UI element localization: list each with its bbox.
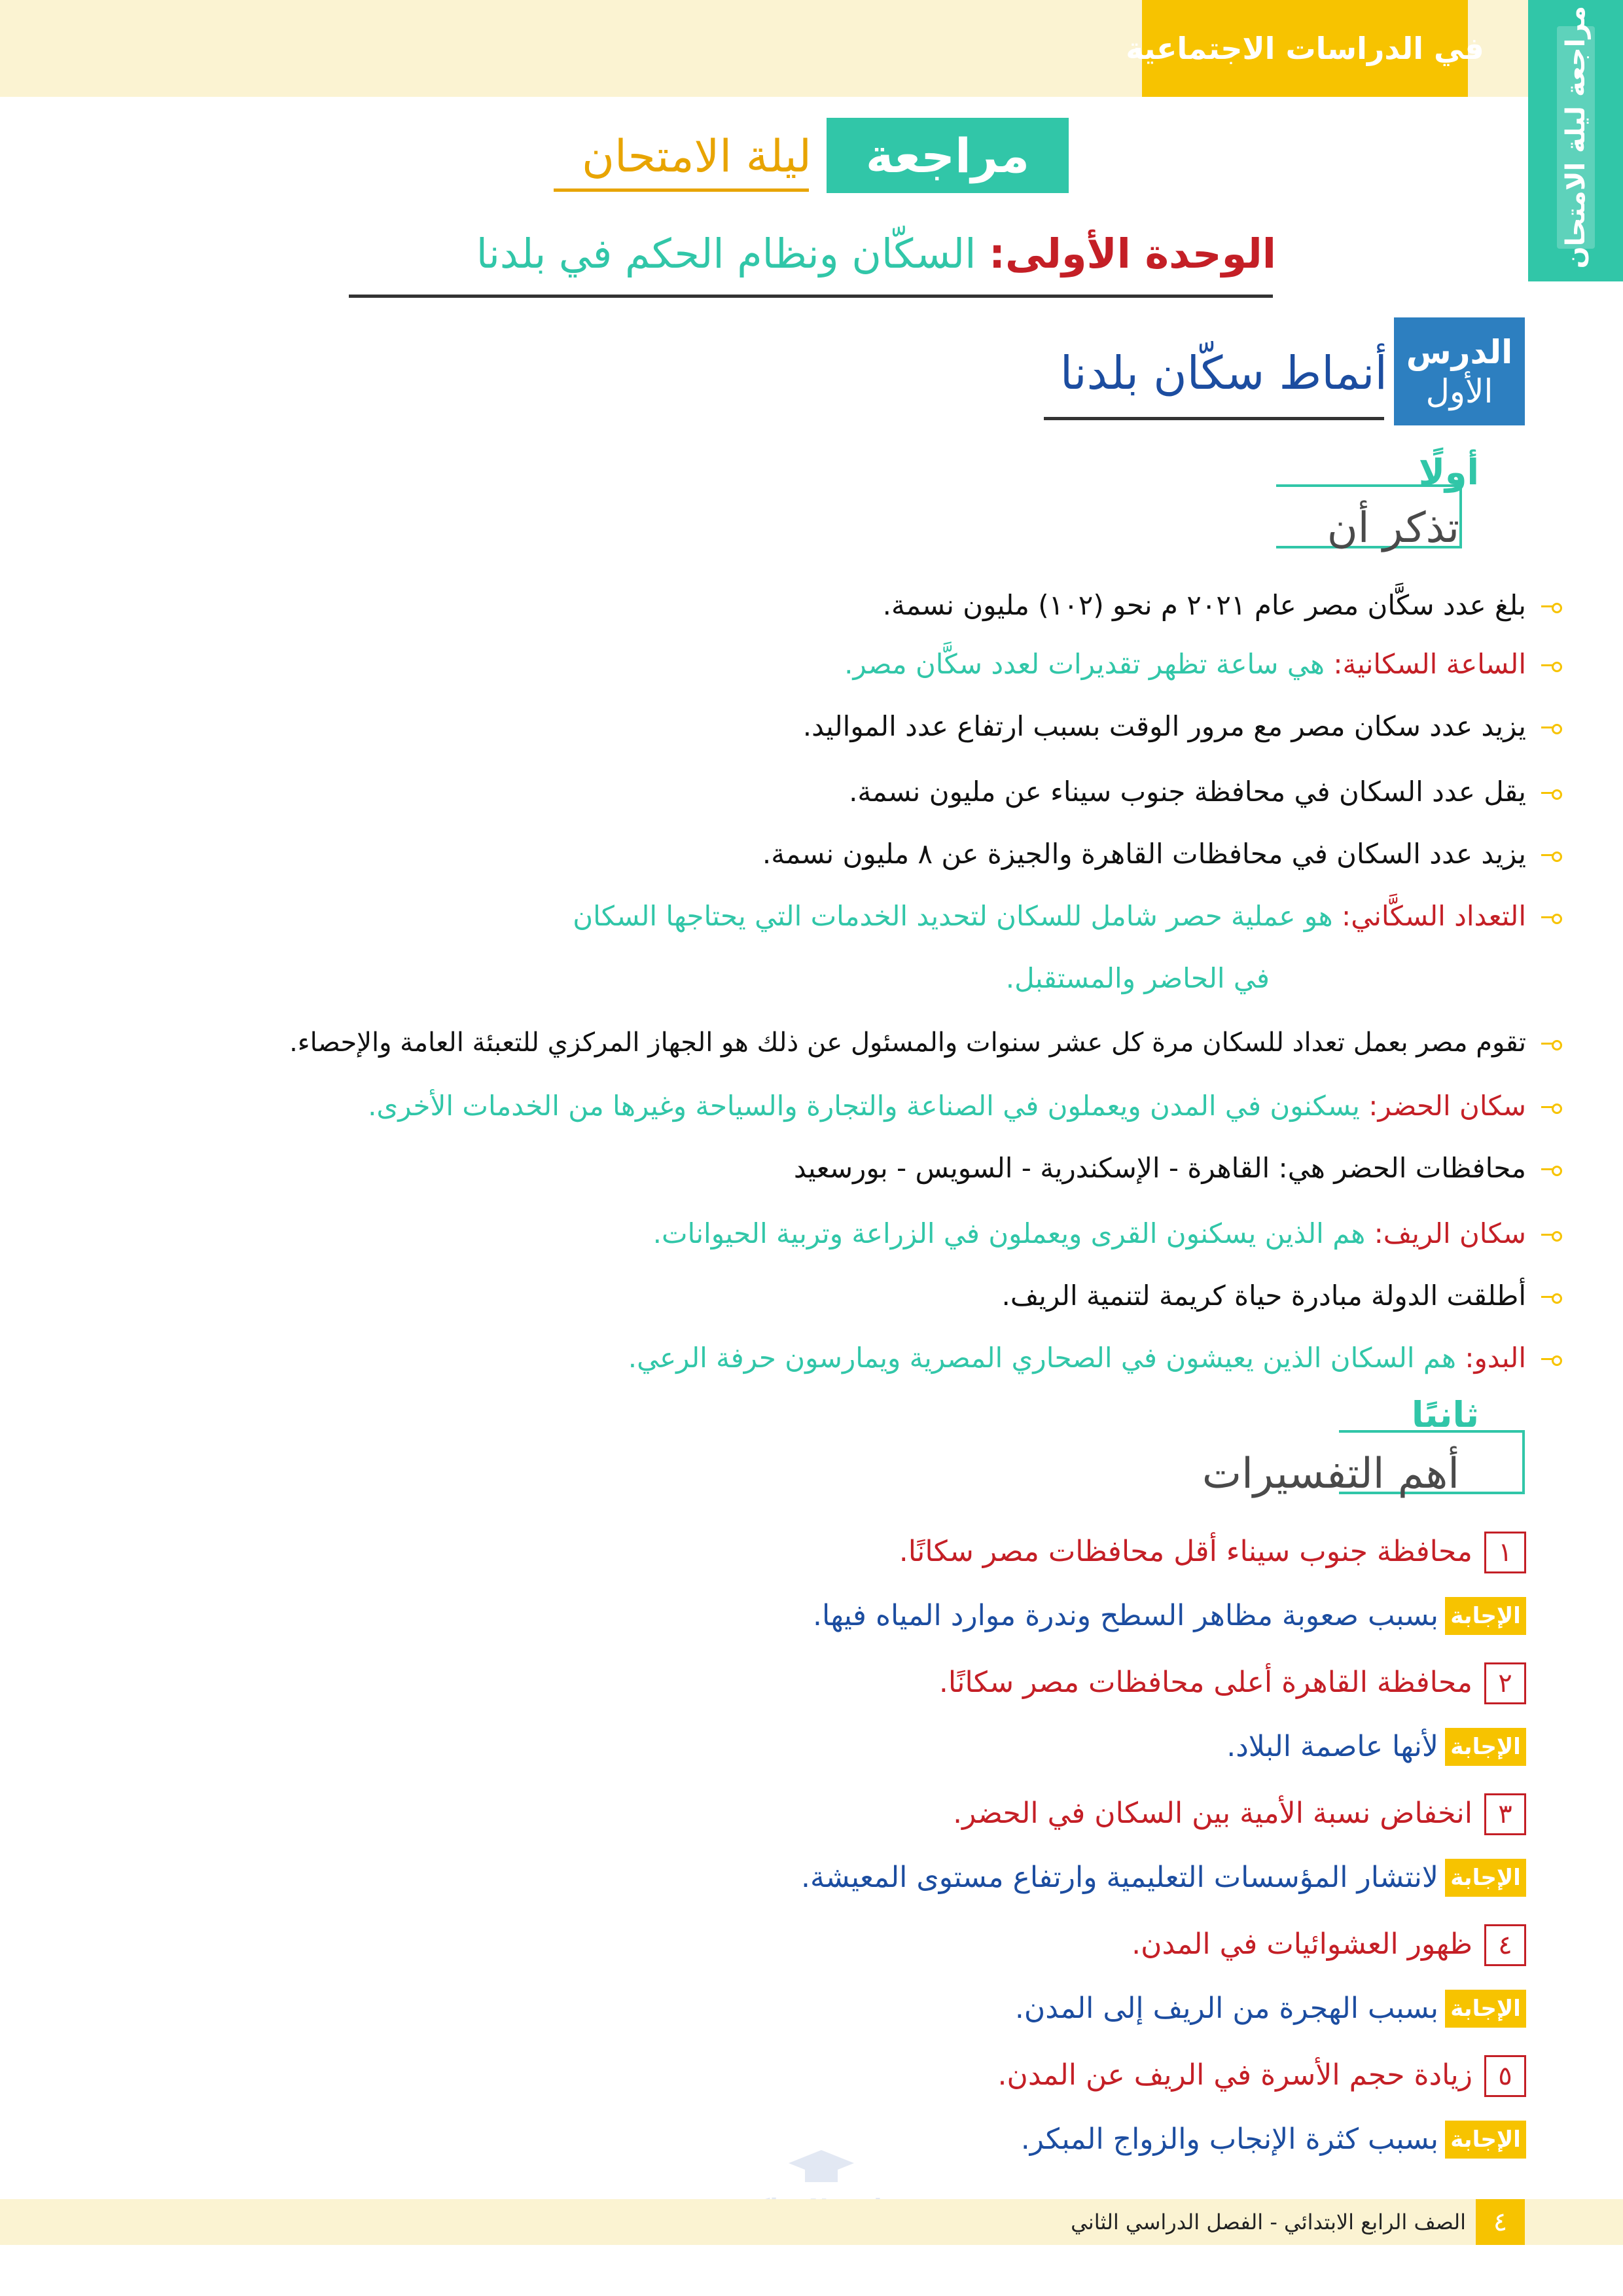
question-text: ظهور العشوائيات في المدن. [1132, 1928, 1472, 1961]
bullet-definition: هو عملية حصر شامل للسكان لتحديد الخدمات التي يحتاجها السكان [573, 900, 1333, 932]
question-text: انخفاض نسبة الأمية بين السكان في الحضر. [953, 1797, 1472, 1830]
bullet-text: يزيد عدد سكان مصر مع مرور الوقت بسبب ارتفاع عدد المواليد. [802, 710, 1526, 742]
bullet-text: بلغ عدد سكَّان مصر عام ٢٠٢١ م نحو (١٠٢) مليون نسمة. [882, 589, 1526, 621]
bullet-continuation [1006, 959, 1270, 998]
bullet-term: التعداد السكَّاني: [1342, 900, 1526, 932]
section-title: تذكر أن [1327, 504, 1459, 552]
unit-title: السكّان ونظام الحكم في بلدنا [476, 230, 976, 278]
bullet-text: يزيد عدد السكان في محافظات القاهرة والجيزة عن ٨ مليون نسمة. [762, 838, 1526, 870]
bullet-term: سكان الحضر: [1368, 1090, 1526, 1122]
question-number: ٣ [1484, 1793, 1526, 1835]
title-text: ليلة الامتحان [582, 131, 812, 183]
question-number: ١ [1484, 1532, 1526, 1573]
bullet-item [794, 1149, 1526, 1188]
bullet-item [762, 834, 1526, 874]
section-title: أهم التفسيرات [1202, 1450, 1459, 1498]
page-number: ٤ [1476, 2199, 1525, 2245]
section-number: ثانيًا [1411, 1394, 1479, 1435]
bullet-term: البدو: [1465, 1342, 1526, 1374]
answer-label: الإجابة [1445, 1597, 1526, 1635]
bullet-icon [1543, 849, 1562, 859]
bullet-definition: هم الذين يسكنون القرى ويعملون في الزراعة وتربية الحيوانات. [652, 1217, 1366, 1249]
lesson-title: أنماط سكّان بلدنا [1060, 346, 1387, 400]
explanations-list [0, 1505, 1623, 2173]
bullet-term: الساعة السكانية: [1333, 648, 1526, 680]
lesson-number: الأول [1425, 372, 1493, 410]
bullet-item [1001, 1276, 1526, 1316]
answer-text: لأنها عاصمة البلاد. [1226, 1730, 1438, 1763]
answer-text: بسبب كثرة الإنجاب والزواج المبكر. [1020, 2123, 1438, 2156]
question-text: محافظة جنوب سيناء أقل محافظات مصر سكانًا. [899, 1535, 1472, 1568]
bullet-item [368, 1086, 1526, 1126]
bullet-icon [1543, 1101, 1562, 1111]
answer-label: الإجابة [1445, 1990, 1526, 2028]
question-number: ٥ [1484, 2055, 1526, 2097]
bullet-definition: هي ساعة تظهر تقديرات لعدد سكَّان مصر. [844, 648, 1325, 680]
bullet-icon [1543, 659, 1562, 670]
bullet-icon [1543, 1353, 1562, 1363]
bullet-item [844, 645, 1526, 684]
answer-text: بسبب الهجرة من الريف إلى المدن. [1014, 1992, 1438, 2025]
bullet-icon [1543, 1037, 1562, 1048]
bullet-icon [1543, 911, 1562, 922]
bullet-text: محافظات الحضر هي: القاهرة - الإسكندرية - السويس - بورسعيد [793, 1152, 1526, 1184]
answer-label: الإجابة [1445, 2121, 1526, 2159]
question-number: ٤ [1484, 1924, 1526, 1966]
bullet-icon [1543, 787, 1562, 797]
side-label: مراجعة ليلة الامتحان [1560, 6, 1591, 269]
bullet-item [849, 772, 1526, 812]
bullet-item [289, 1023, 1526, 1062]
subject-label: في الدراسات الاجتماعية [1126, 31, 1484, 66]
section-number: أولًا [1418, 452, 1479, 493]
bullet-term: سكان الريف: [1374, 1217, 1526, 1249]
question-text: محافظة القاهرة أعلى محافظات مصر سكانًا. [938, 1666, 1472, 1699]
bullet-icon [1543, 1163, 1562, 1174]
answer-label: الإجابة [1445, 1728, 1526, 1766]
bullet-icon [1543, 600, 1562, 611]
bullet-icon [1543, 1291, 1562, 1301]
bullet-text: أطلقت الدولة مبادرة حياة كريمة لتنمية الريف. [1001, 1280, 1526, 1312]
answer-label: الإجابة [1445, 1859, 1526, 1897]
bullet-item [573, 897, 1526, 936]
bullet-icon [1543, 721, 1562, 732]
bullet-item [803, 707, 1526, 746]
bullet-definition-continued: في الحاضر والمستقبل. [1005, 962, 1270, 994]
bullet-icon [1543, 1229, 1562, 1239]
answer-text: بسبب صعوبة مظاهر السطح وندرة موارد المياه فيها. [812, 1599, 1438, 1632]
lesson-label: الدرس [1406, 332, 1513, 371]
answer-text: لانتشار المؤسسات التعليمية وارتفاع مستوى المعيشة. [800, 1861, 1438, 1894]
bullet-text: تقوم مصر بعمل تعداد للسكان مرة كل عشر سنوات والمسئول عن ذلك هو الجهاز المركزي للتعبئة العامة والإحصاء. [289, 1028, 1526, 1058]
bullet-definition: هم السكان الذين يعيشون في الصحاري المصرية ويمارسون حرفة الرعي. [628, 1342, 1457, 1374]
footer-text: الصف الرابع الابتدائي - الفصل الدراسي الثاني [1071, 2210, 1466, 2234]
bullet-item [653, 1214, 1526, 1253]
unit-label: الوحدة الأولى: [989, 230, 1276, 278]
bullet-item [628, 1338, 1526, 1378]
bullet-definition: يسكنون في المدن ويعملون في الصناعة والتجارة والسياحة وغيرها من الخدمات الأخرى. [368, 1090, 1360, 1122]
question-text: زيادة حجم الأسرة في الريف عن المدن. [997, 2058, 1472, 2092]
bullet-text: يقل عدد السكان في محافظة جنوب سيناء عن مليون نسمة. [849, 776, 1526, 808]
section-heading-2 [1145, 1394, 1525, 1518]
title-boxed-text: مراجعة [865, 128, 1030, 183]
bullet-item [883, 586, 1526, 625]
question-number: ٢ [1484, 1662, 1526, 1704]
